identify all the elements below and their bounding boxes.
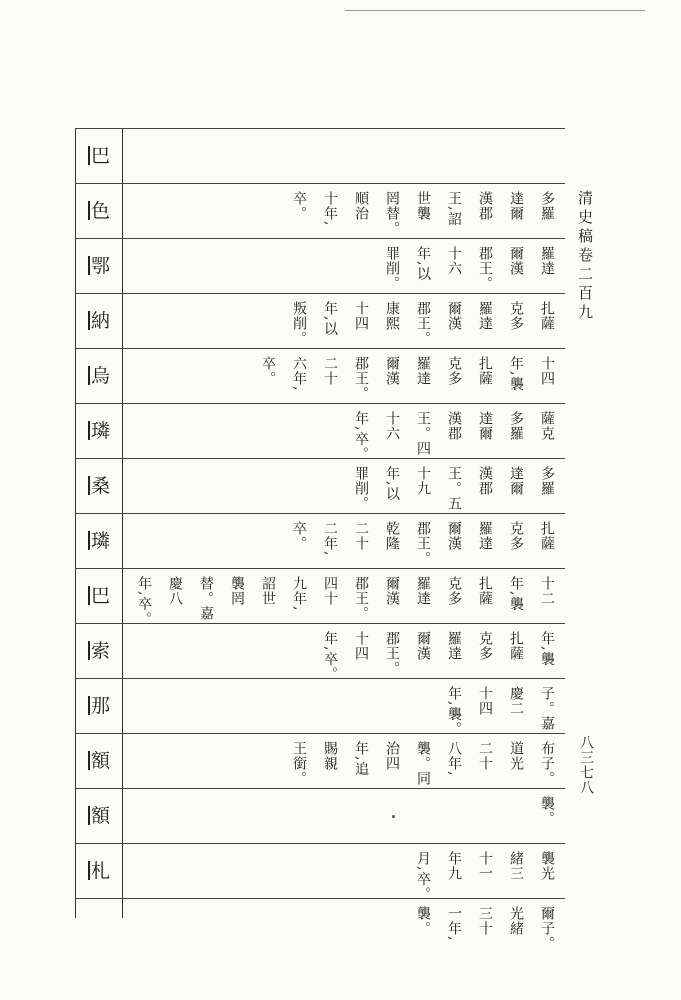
name-mark (88, 641, 90, 660)
table-cell: 多羅 (539, 191, 555, 221)
name-mark (88, 311, 90, 330)
name-column-divider (122, 128, 123, 918)
row-name (83, 696, 115, 716)
table-cell: 王銜。 (291, 741, 307, 786)
table-cell: 羅達 (539, 246, 555, 276)
table-cell: 爾漢 (446, 521, 462, 551)
name-mark (88, 476, 90, 495)
table-cell: 扎薩 (477, 356, 493, 386)
row-name (83, 531, 115, 551)
row-divider (75, 293, 565, 294)
table-cell: 襲。同 (415, 741, 431, 786)
table-cell: 多羅 (508, 411, 524, 441)
table-cell: 爾漢 (415, 631, 431, 661)
row-name (83, 421, 115, 441)
row-name-text: 鄂 (90, 255, 110, 277)
table-cell: 年,以 (384, 466, 400, 502)
table-cell: 治四 (384, 741, 400, 771)
table-cell: 九年, (291, 576, 307, 612)
table-cell: 達爾 (477, 411, 493, 441)
name-mark (88, 531, 90, 550)
table-cell: 克多 (508, 301, 524, 331)
table-cell: 漢郡 (477, 191, 493, 221)
table-cell: 十二 (539, 576, 555, 606)
row-name (83, 476, 115, 496)
table-cell: 緒三 (508, 851, 524, 881)
row-divider (75, 128, 565, 129)
row-name-text: 璘 (90, 420, 110, 442)
row-divider (75, 238, 565, 239)
table-cell: 羅達 (477, 301, 493, 331)
table-cell: 二十 (322, 356, 338, 386)
name-mark (88, 696, 90, 715)
table-cell: 襲。 (539, 796, 555, 826)
row-name-text: 巴 (90, 145, 110, 167)
row-name-text: 那 (90, 695, 110, 717)
table-cell: 光緒 (508, 906, 524, 936)
row-name (83, 146, 115, 166)
table-cell: 年,襲 (508, 356, 524, 392)
table-cell: 達爾 (508, 466, 524, 496)
table-cell: 王,詔 (446, 191, 462, 227)
table-cell: 漢郡 (446, 411, 462, 441)
row-name-text: 額 (90, 805, 110, 827)
row-divider (75, 183, 565, 184)
table-cell: 世襲 (415, 191, 431, 221)
table-cell: 年,卒。 (353, 411, 369, 462)
table-cell: 二年, (322, 521, 338, 557)
table-cell: 郡王。 (384, 631, 400, 676)
table-cell: 王。五 (446, 466, 462, 511)
table-cell: 卒。 (260, 356, 276, 386)
row-divider (75, 788, 565, 789)
table-cell: 布子。 (539, 741, 555, 786)
table-cell: 乾隆 (384, 521, 400, 551)
table-cell: 年,以 (415, 246, 431, 282)
table-cell: 郡王。 (353, 356, 369, 401)
table-cell: 薩克 (539, 411, 555, 441)
table-cell: 年,卒。 (322, 631, 338, 682)
page-number: 八三七八 (578, 735, 594, 795)
table-cell: 十四 (353, 631, 369, 661)
table-cell: 漢郡 (477, 466, 493, 496)
table-cell: 郡王。 (353, 576, 369, 621)
row-name-text: 額 (90, 750, 110, 772)
table-cell: 羅達 (477, 521, 493, 551)
table-cell: 羅達 (415, 576, 431, 606)
table-cell: 郡王。 (415, 301, 431, 346)
table-cell: 順治 (353, 191, 369, 221)
table-cell: 年,以 (322, 301, 338, 337)
table-cell: 十六 (446, 246, 462, 276)
row-name (83, 201, 115, 221)
table-left-border (75, 128, 76, 918)
table-cell: 慶八 (167, 576, 183, 606)
table-cell: 罔替。 (384, 191, 400, 236)
table-cell: 罪削。 (353, 466, 369, 511)
row-name-text: 烏 (90, 365, 110, 387)
table-cell: 襲。 (415, 906, 431, 936)
table-cell: 替。嘉 (198, 576, 214, 621)
row-name (83, 366, 115, 386)
row-name-text: 索 (90, 640, 110, 662)
table-cell: 四十 (322, 576, 338, 606)
name-mark (88, 256, 90, 275)
row-divider (75, 733, 565, 734)
table-cell: 克多 (508, 521, 524, 551)
row-name-text: 札 (90, 860, 110, 882)
table-cell: 六年, (291, 356, 307, 392)
table-cell: 二十 (353, 521, 369, 551)
table-cell: 道光 (508, 741, 524, 771)
table-cell: 十四 (539, 356, 555, 386)
row-divider (75, 348, 565, 349)
table-cell: 王。四 (415, 411, 431, 456)
table-cell: 卒。 (291, 521, 307, 551)
table-cell: 羅達 (446, 631, 462, 661)
row-name (83, 311, 115, 331)
table-cell: 多羅 (539, 466, 555, 496)
table-cell: 爾漢 (384, 576, 400, 606)
table-cell: 達爾 (508, 191, 524, 221)
name-mark (88, 586, 90, 605)
table-cell: 年,追 (353, 741, 369, 777)
table-cell: 羅達 (415, 356, 431, 386)
table-cell: 賜親 (322, 741, 338, 771)
table-cell: 襲罔 (229, 576, 245, 606)
table-cell: 扎薩 (508, 631, 524, 661)
row-name-text: 桑 (90, 475, 110, 497)
row-divider (75, 898, 565, 899)
ink-speck (392, 815, 395, 818)
table-cell: 十九 (415, 466, 431, 496)
table-cell: 年,卒。 (136, 576, 152, 627)
name-mark (88, 146, 90, 165)
table-cell: 十四 (477, 686, 493, 716)
table-cell: 郡王。 (477, 246, 493, 291)
table-cell: 扎薩 (477, 576, 493, 606)
row-name-text: 色 (90, 200, 110, 222)
table-cell: 克多 (446, 576, 462, 606)
row-divider (75, 568, 565, 569)
page-header-title: 清史稿卷二百九 (576, 190, 594, 323)
table-cell: 十一 (477, 851, 493, 881)
row-divider (75, 843, 565, 844)
table-cell: 八年, (446, 741, 462, 777)
table-cell: 叛削。 (291, 301, 307, 346)
table-cell: 十年, (322, 191, 338, 227)
row-name (83, 641, 115, 661)
name-mark (88, 201, 90, 220)
table-cell: 詔世 (260, 576, 276, 606)
row-name (83, 586, 115, 606)
table-cell: 爾漢 (446, 301, 462, 331)
table-cell: 月,卒。 (415, 851, 431, 902)
row-name (83, 256, 115, 276)
table-cell: 卒。 (291, 191, 307, 221)
row-divider (75, 403, 565, 404)
table-cell: 年九 (446, 851, 462, 881)
table-cell: 三十 (477, 906, 493, 936)
table-cell: 十四 (353, 301, 369, 331)
row-divider (75, 513, 565, 514)
row-divider (75, 678, 565, 679)
name-mark (88, 806, 90, 825)
table-cell: 郡王。 (415, 521, 431, 566)
table-cell: 年,襲 (508, 576, 524, 612)
row-name-text: 納 (90, 310, 110, 332)
top-rule (345, 10, 645, 11)
row-divider (75, 458, 565, 459)
name-mark (88, 366, 90, 385)
genealogy-table (75, 128, 565, 951)
table-cell: 年,襲 (539, 631, 555, 667)
row-name-text: 巴 (90, 585, 110, 607)
row-name (83, 751, 115, 771)
table-cell: 襲光 (539, 851, 555, 881)
table-cell: 康熙 (384, 301, 400, 331)
table-cell: 克多 (446, 356, 462, 386)
row-name-text: 璘 (90, 530, 110, 552)
table-cell: 扎薩 (539, 521, 555, 551)
table-cell: 一年, (446, 906, 462, 942)
table-cell: 爾漢 (508, 246, 524, 276)
table-cell: 年,襲。 (446, 686, 462, 737)
name-mark (88, 421, 90, 440)
table-cell: 爾漢 (384, 356, 400, 386)
table-cell: 子。嘉 (539, 686, 555, 731)
table-cell: 罪削。 (384, 246, 400, 291)
table-cell: 扎薩 (539, 301, 555, 331)
table-cell: 爾子。 (539, 906, 555, 951)
table-cell: 二十 (477, 741, 493, 771)
table-cell: 慶二 (508, 686, 524, 716)
table-cell: 克多 (477, 631, 493, 661)
row-name (83, 861, 115, 881)
name-mark (88, 861, 90, 880)
name-mark (88, 751, 90, 770)
table-cell: 十六 (384, 411, 400, 441)
row-name (83, 806, 115, 826)
